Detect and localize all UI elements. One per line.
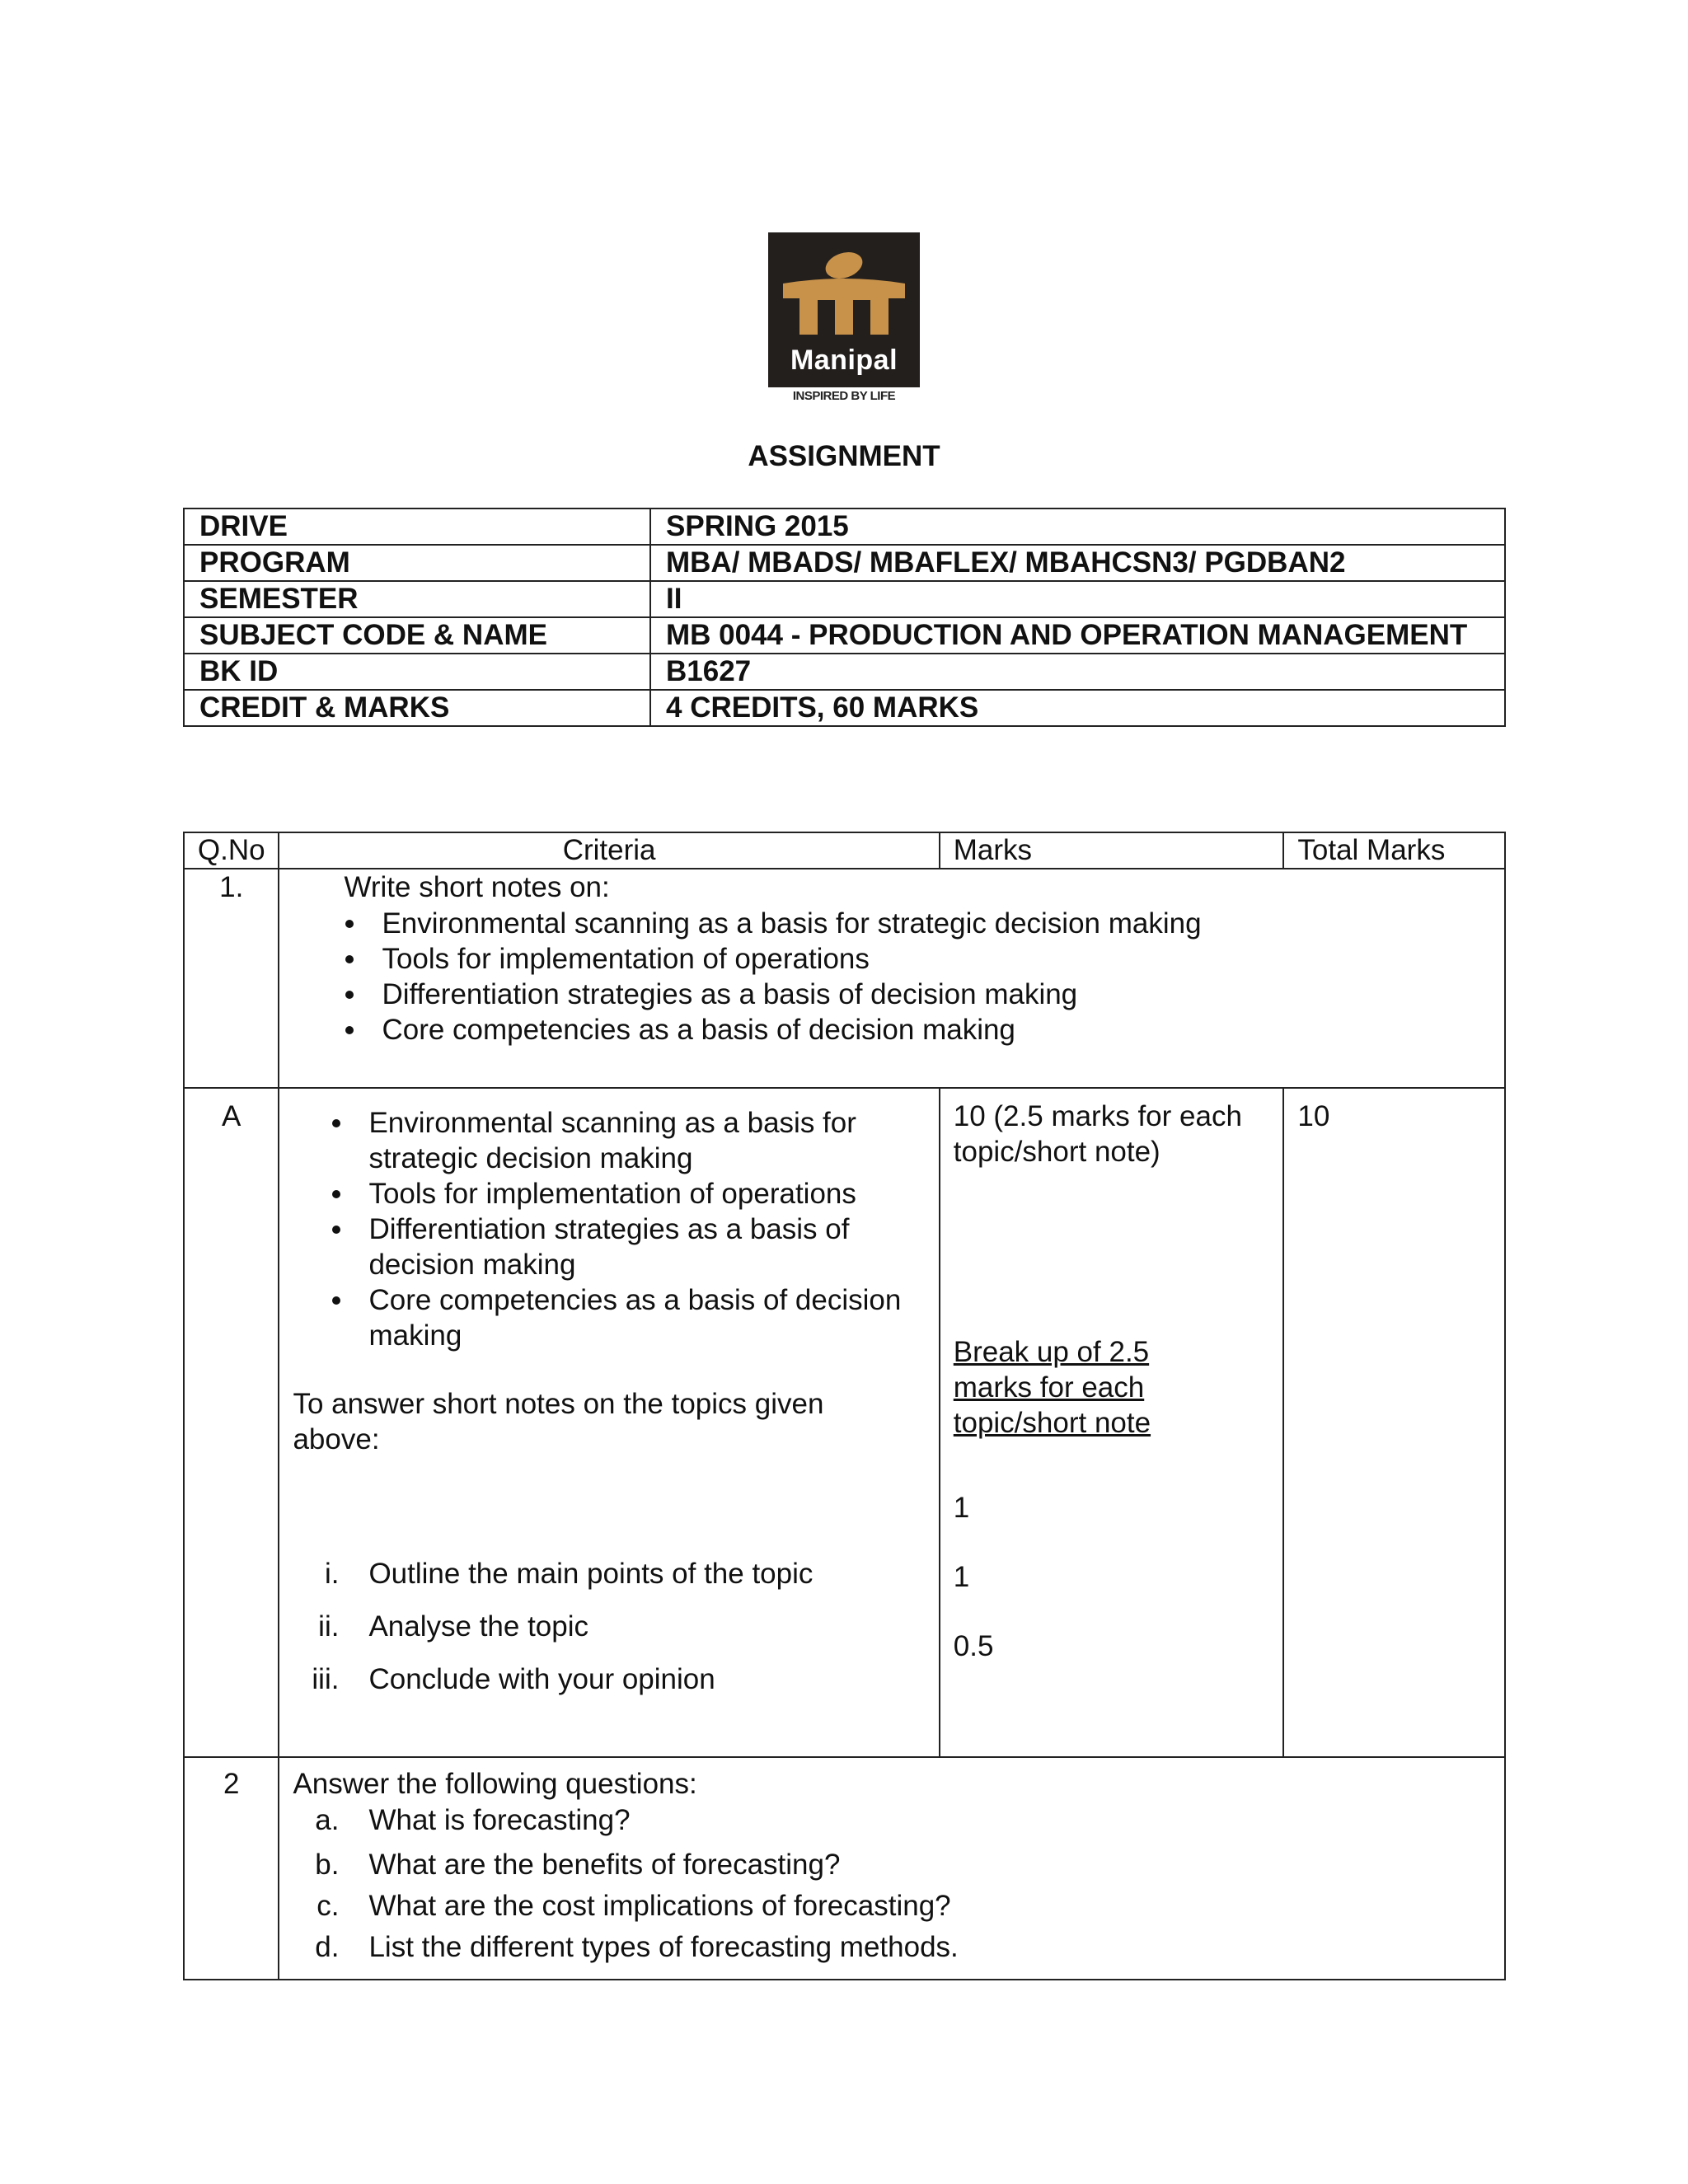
info-key: CREDIT & MARKS <box>184 690 650 726</box>
list-item <box>279 1601 938 1653</box>
info-row <box>184 690 1505 726</box>
list-text: What is forecasting? <box>368 1804 631 1836</box>
question-body <box>279 869 1505 1088</box>
question-intro: Write short notes on: <box>344 871 610 903</box>
question-number: 2 <box>184 1757 279 1980</box>
list-item: Environmental scanning as a basis for strategic decision making <box>279 906 1504 941</box>
info-key: BK ID <box>184 654 650 690</box>
breakup-value: 1 <box>953 1561 970 1593</box>
header-criteria: Criteria <box>279 832 939 869</box>
list-text: Conclude with your opinion <box>368 1663 715 1695</box>
criteria-table <box>183 832 1506 1980</box>
breakup-heading: Break up of 2.5 marks for each topic/short note <box>953 1336 1151 1439</box>
list-number: d. <box>315 1931 340 1963</box>
answer-total-marks: 10 <box>1283 1088 1505 1757</box>
list-number: c. <box>316 1890 340 1922</box>
list-item: Tools for implementation of operations <box>279 941 1504 977</box>
answer-criteria <box>279 1088 939 1757</box>
info-value: II <box>650 581 1505 617</box>
list-item <box>279 1927 1504 1968</box>
list-number: iii. <box>312 1663 340 1695</box>
breakup-value: 0.5 <box>953 1630 994 1662</box>
list-text: Analyse the topic <box>368 1610 589 1643</box>
question-row <box>184 869 1505 1088</box>
info-value: SPRING 2015 <box>650 509 1505 545</box>
list-item: Core competencies as a basis of decision making <box>279 1282 938 1353</box>
question-row <box>184 1757 1505 1980</box>
list-text: What are the benefits of forecasting? <box>368 1849 841 1881</box>
question-number: 1. <box>184 869 279 1088</box>
header-marks: Marks <box>940 832 1284 869</box>
manipal-logo <box>768 232 920 405</box>
list-item <box>279 1844 1504 1886</box>
assignment-info-table <box>183 508 1506 727</box>
list-item: Environmental scanning as a basis for strategic decision making <box>279 1105 938 1176</box>
answer-row <box>184 1088 1505 1757</box>
list-text: List the different types of forecasting methods. <box>368 1931 959 1963</box>
list-item <box>279 1548 938 1601</box>
info-value: 4 CREDITS, 60 MARKS <box>650 690 1505 726</box>
answer-instructions: To answer short notes on the topics given above: <box>293 1388 824 1455</box>
info-row <box>184 509 1505 545</box>
page-title: ASSIGNMENT <box>748 440 940 472</box>
info-value: B1627 <box>650 654 1505 690</box>
info-key: SUBJECT CODE & NAME <box>184 617 650 654</box>
logo-word: Manipal <box>790 344 898 376</box>
logo-emblem <box>768 232 920 387</box>
table-header-row <box>184 832 1505 869</box>
list-item: Core competencies as a basis of decision making <box>279 1012 1504 1047</box>
list-item <box>279 1802 1504 1838</box>
info-row <box>184 581 1505 617</box>
header-qno: Q.No <box>184 832 279 869</box>
info-key: PROGRAM <box>184 545 650 581</box>
list-item: Differentiation strategies as a basis of decision making <box>279 1212 938 1282</box>
list-item <box>279 1886 1504 1927</box>
info-key: DRIVE <box>184 509 650 545</box>
question-intro: Answer the following questions: <box>293 1768 697 1800</box>
list-text: What are the cost implications of forecasting? <box>368 1890 951 1922</box>
breakup-value: 1 <box>953 1492 970 1524</box>
header-total-marks: Total Marks <box>1283 832 1505 869</box>
info-row <box>184 545 1505 581</box>
info-value: MBA/ MBADS/ MBAFLEX/ MBAHCSN3/ PGDBAN2 <box>650 545 1505 581</box>
answer-marks <box>940 1088 1284 1757</box>
list-item: Tools for implementation of operations <box>279 1176 938 1212</box>
answer-label: A <box>184 1088 279 1757</box>
info-key: SEMESTER <box>184 581 650 617</box>
list-number: b. <box>315 1849 340 1881</box>
list-number: i. <box>324 1558 340 1590</box>
info-value: MB 0044 - PRODUCTION AND OPERATION MANAGEMENT <box>650 617 1505 654</box>
list-item <box>279 1653 938 1706</box>
list-number: a. <box>315 1804 340 1836</box>
logo-mark-icon <box>768 232 920 348</box>
question-body <box>279 1757 1505 1980</box>
info-row <box>184 654 1505 690</box>
list-item: Differentiation strategies as a basis of decision making <box>279 977 1504 1012</box>
list-number: ii. <box>318 1610 340 1643</box>
logo-tagline: INSPIRED BY LIFE <box>792 389 896 403</box>
info-row <box>184 617 1505 654</box>
marks-main: 10 (2.5 marks for each topic/short note) <box>953 1100 1242 1168</box>
list-text: Outline the main points of the topic <box>368 1558 814 1590</box>
